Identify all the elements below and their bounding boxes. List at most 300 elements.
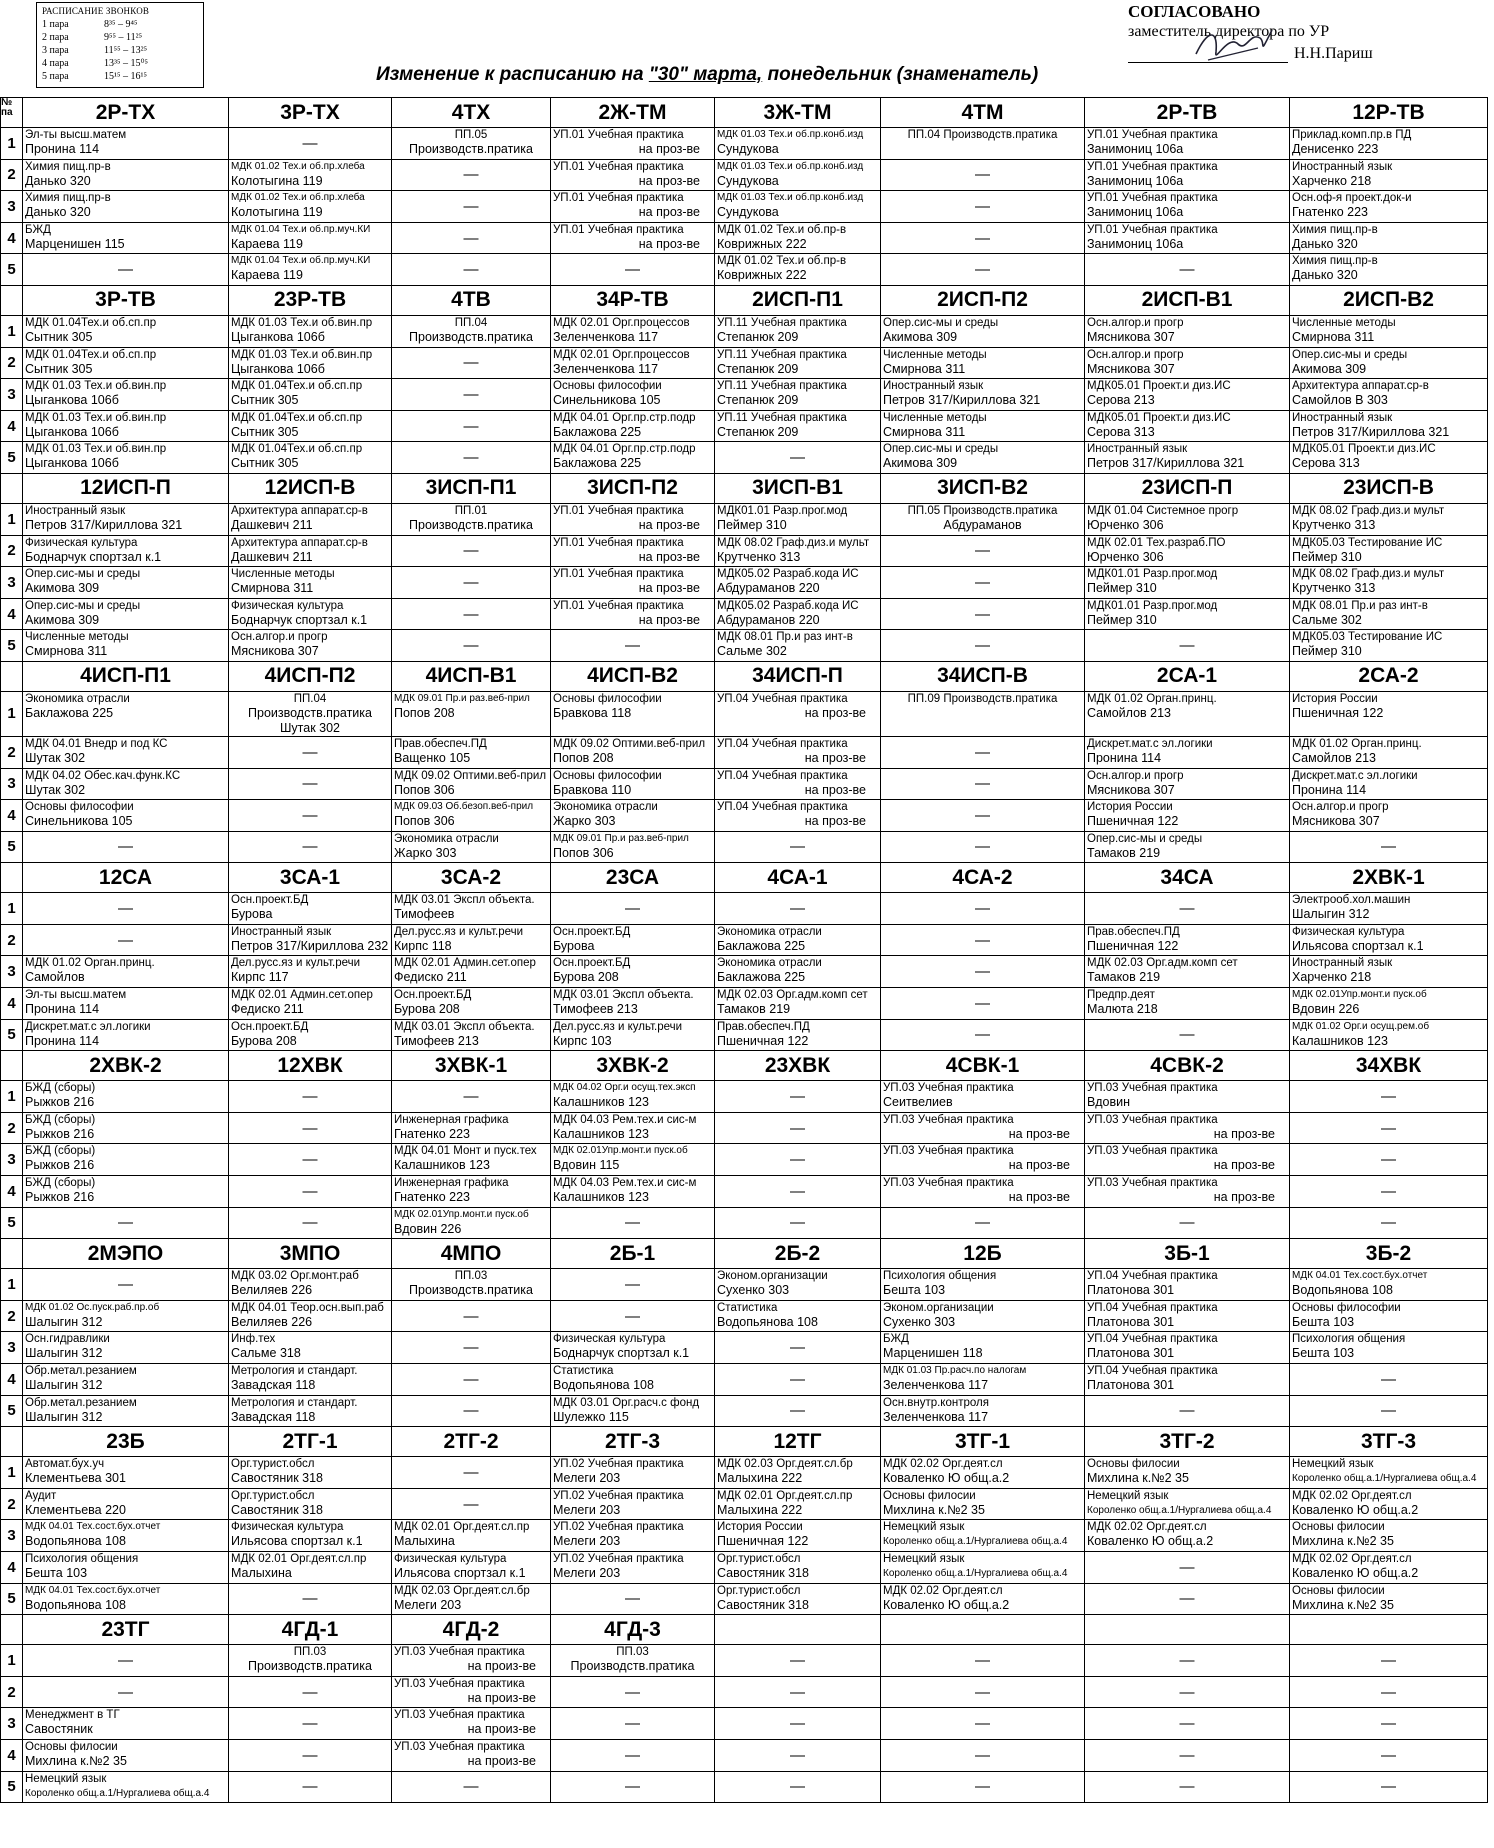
lesson-cell [881,442,1085,474]
group-name: 3ХВК-2 [551,1051,715,1081]
lesson-cell [551,379,715,411]
teacher-text: Вдовин 115 [553,1158,620,1173]
subject-text: МДК 02.01 Орг.процессов [553,316,690,329]
subject-text: УП.03 Учебная практика [883,1113,1014,1126]
subject-text: МДК 02.01 Админ.сет.опер [394,957,536,970]
group-name: 12ХВК [229,1051,392,1081]
teacher-text: Бравкова 110 [553,782,632,797]
teacher-text: Попов 306 [394,782,455,797]
lesson-cell [229,924,392,956]
subject-text: МДК01.01 Разр.прог.мод [1087,599,1218,612]
lesson-cell [229,988,392,1020]
subject-text: УП.03 Учебная практика [394,1709,525,1722]
teacher-text: Серова 213 [1087,393,1155,408]
lesson-cell: — [1290,1081,1488,1113]
lesson-cell: — [392,598,551,630]
lesson-number-header: № па [1,98,23,128]
lesson-cell [23,1176,229,1208]
subject-text: УП.04 Учебная практика [1087,1333,1218,1346]
group-name: 3ТГ-2 [1085,1427,1290,1457]
lesson-cell: — [881,956,1085,988]
teacher-text: Коваленко Ю общ.а.2 [883,1471,1010,1486]
subject-text: УП.04 Учебная практика [1087,1270,1218,1283]
subject-text: Осн.алгор.и прогр [231,631,328,644]
lesson-cell: — [715,1645,881,1677]
subject-text: МДК 02.01Упр.монт.и пуск.об [1292,989,1427,1001]
subject-text: МДК 02.03 Орг.деят.сл.бр [717,1458,853,1471]
lesson-cell: — [23,1207,229,1239]
lesson-cell [1290,379,1488,411]
subject-text: УП.03 Учебная практика [1087,1113,1218,1126]
teacher-text: Короленко общ.а.1/Нургалиева общ.а.4 [1087,1504,1272,1516]
lesson-cell [229,1645,392,1677]
teacher-text: на проз-ве [1008,1190,1070,1205]
bell-row: 5 пара 15¹⁵ – 16¹⁵ [42,71,147,82]
teacher-text: Сеитвелиев [883,1095,953,1110]
teacher-text: на проз-ве [638,142,700,156]
subject-text: УП.03 Учебная практика [394,1677,525,1690]
group-name: 3ИСП-П1 [392,473,551,503]
lesson-cell: — [881,159,1085,191]
lesson-number: 2 [1,1112,23,1144]
lesson-cell [392,1269,551,1301]
lesson-cell [881,315,1085,347]
subject-text: МДК05.02 Разраб.кода ИС [717,568,859,581]
lesson-cell [881,691,1085,736]
lesson-cell: — [23,924,229,956]
subject-text: Основы филосии [883,1489,976,1502]
teacher-text: Смирнова 311 [231,581,314,596]
lesson-cell [229,379,392,411]
group-name: 34ИСП-В [881,661,1085,691]
lesson-number: 5 [1,1771,23,1803]
lesson-cell: — [881,222,1085,254]
lesson-cell [229,503,392,535]
lesson-cell: — [881,254,1085,286]
group-name [715,1615,881,1645]
lesson-cell [229,442,392,474]
subject-text: Статистика [717,1301,778,1314]
group-name: 3СА-2 [392,863,551,893]
lesson-row [1,1739,1488,1771]
lesson-cell: — [1290,1645,1488,1677]
teacher-text: Цыганкова 106б [25,424,119,439]
teacher-text: Сытник 305 [231,456,299,471]
lesson-cell [1290,691,1488,736]
lesson-cell [715,1551,881,1583]
lesson-row [1,222,1488,254]
lesson-cell: — [551,1676,715,1708]
lesson-cell [551,988,715,1020]
teacher-text: на проз-ве [1213,1190,1275,1205]
lesson-row [1,191,1488,223]
subject-text: МДК 02.03 Орг.деят.сл.бр [394,1584,530,1597]
subject-text: Обр.метал.резанием [25,1396,137,1409]
group-name: 3ТГ-1 [881,1427,1085,1457]
lesson-cell [715,956,881,988]
subject-text: МДК 02.01Упр.монт.и пуск.об [394,1208,529,1220]
subject-text: МДК 09.01 Пр.и раз.веб-прил [394,692,530,704]
subject-text: История России [1087,801,1173,814]
subject-text: МДК05.03 Тестирование ИС [1292,536,1443,549]
lesson-cell [1085,1457,1290,1489]
subject-text: УП.03 Учебная практика [883,1177,1014,1190]
teacher-text: Боднарчук спортзал к.1 [25,549,162,564]
teacher-text: Платонова 301 [1087,1283,1175,1298]
subject-text: УП.03 Учебная практика [394,1646,525,1659]
lesson-cell [392,1739,551,1771]
subject-text: Психология общения [883,1270,997,1283]
teacher-text: Производств.пратика [248,1659,372,1674]
lesson-row [1,1395,1488,1427]
teacher-text: Коваленко Ю общ.а.2 [1292,1502,1419,1517]
lesson-cell [715,768,881,800]
lesson-row [1,1457,1488,1489]
subject-text: Основы филосии [1292,1521,1385,1534]
lesson-cell [23,768,229,800]
lesson-cell [1085,598,1290,630]
subject-text: МДК 01.03 Тех.и об.пр.конб.изд [717,129,864,140]
lesson-row [1,691,1488,736]
lesson-cell [392,988,551,1020]
lesson-number-header [1,1615,23,1645]
lesson-number-header [1,1427,23,1457]
lesson-cell [229,1488,392,1520]
teacher-text: Цыганкова 106б [25,393,119,408]
subject-text: Физическая культура [25,536,138,549]
group-name: 2МЭПО [23,1239,229,1269]
subject-text: УП.01 Учебная практика [1087,223,1218,236]
teacher-text: Баклажова 225 [553,456,642,471]
teacher-text: Мелеги 203 [394,1597,462,1612]
lesson-row [1,1112,1488,1144]
lesson-cell [23,1112,229,1144]
lesson-cell [392,768,551,800]
group-name: 2Б-1 [551,1239,715,1269]
lesson-number: 2 [1,347,23,379]
subject-text: Основы филосии [1087,1458,1180,1471]
lesson-cell [881,1081,1085,1113]
lesson-cell: — [1085,254,1290,286]
subject-text: Химия пищ.пр-в [1292,255,1378,268]
lesson-cell [551,1395,715,1427]
teacher-text: Шутак 302 [25,750,86,765]
lesson-cell [715,347,881,379]
group-name: 3Б-2 [1290,1239,1488,1269]
subject-text: МДК05.01 Проект.и диз.ИС [1292,443,1436,456]
lesson-cell [715,315,881,347]
lesson-cell [715,1457,881,1489]
subject-text: ПП.03 [454,1270,488,1283]
lesson-cell: — [715,442,881,474]
subject-text: МДК 02.03 Орг.адм.комп сет [717,989,868,1002]
teacher-text: Попов 306 [553,845,614,860]
subject-text: Физическая культура [394,1552,507,1565]
lesson-cell [715,924,881,956]
teacher-text: на проз-ве [804,705,866,720]
subject-text: МДК 04.01 Внедр и под КС [25,737,168,750]
teacher-text: на проз-ве [1213,1158,1275,1173]
group-header-row [1,98,1488,128]
lesson-cell: — [392,347,551,379]
lesson-cell [551,1019,715,1051]
lesson-cell: — [392,1488,551,1520]
lesson-cell [881,379,1085,411]
group-name: 4ТВ [392,285,551,315]
group-name: 4ТМ [881,98,1085,128]
lesson-cell [1290,768,1488,800]
lesson-cell: — [715,1112,881,1144]
subject-text: УП.03 Учебная практика [1087,1177,1218,1190]
lesson-cell: — [551,630,715,662]
group-name: 2ИСП-П2 [881,285,1085,315]
lesson-cell: — [551,893,715,925]
teacher-text: Серова 313 [1292,456,1360,471]
lesson-cell [392,893,551,925]
lesson-cell [1290,128,1488,160]
subject-text: Осн.алгор.и прогр [1087,769,1184,782]
teacher-text: Вдовин [1087,1095,1130,1110]
lesson-cell: — [881,1771,1085,1803]
subject-text: УП.02 Учебная практика [553,1489,684,1502]
approval-title: СОГЛАСОВАНО [1128,2,1261,21]
teacher-text: Вдовин 226 [1292,1002,1360,1017]
teacher-text: Савостяник 318 [717,1597,809,1612]
teacher-text: Пронина 114 [1292,782,1367,797]
subject-text: МДК 01.04Тех.и об.сп.пр [231,380,363,393]
teacher-text: Бешта 103 [1292,1314,1355,1329]
subject-text: Осн.внутр.контроля [883,1396,989,1409]
teacher-text: Караева 119 [231,236,303,251]
lesson-cell: — [1085,1395,1290,1427]
teacher-text: Степанюк 209 [717,361,799,376]
lesson-cell [1085,1300,1290,1332]
lesson-cell: — [881,535,1085,567]
subject-text: УП.02 Учебная практика [553,1521,684,1534]
teacher-text: Мелеги 203 [553,1534,621,1549]
lesson-cell [1085,535,1290,567]
subject-text: Иностранный язык [231,925,332,938]
teacher-text: Рыжков 216 [25,1190,95,1205]
subject-text: Обр.метал.резанием [25,1365,137,1377]
teacher-text: Данько 320 [25,173,91,188]
lesson-cell [715,254,881,286]
subject-text: МДК01.01 Разр.прог.мод [1087,568,1218,581]
subject-text: МДК 09.02 Оптими.веб-прил [553,737,706,750]
teacher-text: Малыхина [394,1534,455,1549]
lesson-cell: — [551,1269,715,1301]
lesson-cell [715,1583,881,1615]
subject-text: УП.04 Учебная практика [717,801,848,814]
lesson-row [1,442,1488,474]
subject-text: Дискрет.мат.с эл.логики [1292,769,1418,782]
lesson-cell [23,1457,229,1489]
teacher-text: Коваленко Ю общ.а.2 [1087,1534,1214,1549]
lesson-cell: — [392,1081,551,1113]
subject-text: УП.04 Учебная практика [1087,1301,1218,1314]
subject-text: МДК 01.03 Тех.и об.пр.конб.изд [717,160,864,172]
lesson-cell [1085,1332,1290,1364]
group-name: 2ТГ-3 [551,1427,715,1457]
subject-text: Инженерная графика [394,1113,509,1126]
lesson-row [1,1081,1488,1113]
lesson-cell [23,347,229,379]
lesson-cell [881,1488,1085,1520]
teacher-text: Зеленченкова 117 [883,1409,989,1424]
group-name: 12Б [881,1239,1085,1269]
teacher-text: Мелеги 203 [553,1502,621,1517]
lesson-row [1,768,1488,800]
lesson-cell: — [392,535,551,567]
lesson-cell: — [392,379,551,411]
group-name: 2ХВК-1 [1290,863,1488,893]
teacher-text: Попов 208 [394,705,455,720]
group-name: 4ИСП-П2 [229,661,392,691]
lesson-row [1,988,1488,1020]
subject-text: Менеджмент в ТГ [25,1709,120,1722]
teacher-text: Ильясова спортзал к.1 [394,1565,526,1580]
subject-text: Осн.оф-я проект.док-и [1292,192,1412,205]
lesson-cell [1085,1081,1290,1113]
subject-text: УП.04 Учебная практика [717,769,848,782]
group-header-row [1,473,1488,503]
group-name: 34Р-ТВ [551,285,715,315]
lesson-number: 2 [1,159,23,191]
group-name: 3ИСП-В2 [881,473,1085,503]
lesson-cell: — [551,1739,715,1771]
teacher-text: Бешта 103 [1292,1346,1355,1361]
lesson-cell [881,347,1085,379]
subject-text: УП.03 Учебная практика [883,1145,1014,1158]
lesson-cell [881,1144,1085,1176]
subject-text: Дел.русс.яз и культ.речи [231,957,361,970]
lesson-cell [881,1300,1085,1332]
subject-text: Осн.проект.БД [231,1020,309,1033]
lesson-cell [392,315,551,347]
teacher-text: Акимова 309 [883,456,958,471]
lesson-cell: — [881,1708,1085,1740]
lesson-row [1,503,1488,535]
teacher-text: Производств.пратика [409,329,533,344]
teacher-text: Занимониц 106а [1087,142,1184,156]
teacher-text: Степанюк 209 [717,393,799,408]
subject-text: МДК 04.03 Рем.тех.и сис-м [553,1177,697,1190]
subject-text: МДК05.03 Тестирование ИС [1292,631,1443,644]
subject-text: Орг.турист.обсл [717,1584,801,1597]
teacher-text: Самойлов [25,970,85,985]
lesson-cell: — [392,1395,551,1427]
lesson-cell: — [1290,1364,1488,1396]
group-name: 12СА [23,863,229,893]
lesson-cell [1085,1176,1290,1208]
subject-text: Осн.гидравлики [25,1333,110,1346]
lesson-number: 1 [1,1081,23,1113]
lesson-number: 4 [1,1551,23,1583]
lesson-row [1,1645,1488,1677]
lesson-number: 5 [1,1583,23,1615]
lesson-row [1,1520,1488,1552]
teacher-text: Петров 317/Кириллова 321 [1087,456,1245,471]
subject-text: Инф.тех [231,1333,276,1346]
lesson-cell: — [1085,1551,1290,1583]
lesson-cell [881,1583,1085,1615]
subject-text: МДК 01.03 Тех.и об.вин.пр [25,411,167,424]
title-date: "30" марта, [648,64,763,85]
teacher-text: Шалыгин 312 [25,1314,103,1329]
subject-text: МДК 02.02 Орг.деят.сл [1292,1489,1412,1502]
teacher-text: Велиляев 226 [231,1283,313,1298]
subject-text: ПП.05 [454,129,488,141]
teacher-text: Крутченко 313 [1292,517,1376,532]
lesson-cell: — [23,1269,229,1301]
lesson-cell [392,1645,551,1677]
lesson-cell [551,159,715,191]
subject-text: Иностранный язык [883,380,984,393]
subject-text: Автомат.бух.уч [25,1458,105,1471]
lesson-cell [881,128,1085,160]
teacher-text: Михлина к.№2 35 [1087,1471,1189,1486]
teacher-text: Платонова 301 [1087,1378,1175,1392]
subject-text: МДК 01.03 Пр.расч.по налогам [883,1365,1027,1376]
subject-text: Электрооб.хол.машин [1292,894,1411,907]
lesson-cell: — [229,800,392,832]
subject-text: МДК 01.02 Тех.и об.пр.хлеба [231,160,365,172]
teacher-text: Производств.пратика [409,142,533,156]
lesson-cell [1085,159,1290,191]
lesson-cell [715,1520,881,1552]
lesson-cell [1085,410,1290,442]
lesson-cell [1290,736,1488,768]
group-name: 23ХВК [715,1051,881,1081]
lesson-cell [229,956,392,988]
group-name: 2Б-2 [715,1239,881,1269]
lesson-row [1,956,1488,988]
teacher-text: Гнатенко 223 [394,1126,470,1141]
group-header-row [1,1051,1488,1081]
lesson-cell [229,1520,392,1552]
teacher-text: Баклажова 225 [25,705,114,720]
lesson-cell: — [23,893,229,925]
teacher-text: Смирнова 311 [883,424,966,439]
group-name: 4СА-1 [715,863,881,893]
teacher-text: Михлина к.№2 35 [1292,1534,1394,1549]
lesson-cell [715,691,881,736]
teacher-text: Попов 208 [553,750,614,765]
subject-text: ПП.01 [454,504,488,517]
teacher-text: Калашников 123 [1292,1033,1388,1048]
subject-text: Основы философии [553,692,662,705]
teacher-text: Коваленко Ю общ.а.2 [883,1597,1010,1612]
subject-text: БЖД (сборы) [25,1082,96,1095]
lesson-cell: — [229,1112,392,1144]
teacher-text: Дашкевич 211 [231,517,313,532]
teacher-text: Денисенко 223 [1292,142,1379,156]
lesson-cell [551,768,715,800]
teacher-text: Вдовин 226 [394,1221,462,1236]
lesson-number: 4 [1,988,23,1020]
group-name: 3МПО [229,1239,392,1269]
teacher-text: Жарко 303 [394,845,457,860]
teacher-text: на проз-ве [638,549,700,564]
teacher-text: Коврижных 222 [717,268,807,283]
lesson-cell [1085,1488,1290,1520]
subject-text: Экономика отрасли [553,801,658,814]
lesson-cell [1290,254,1488,286]
teacher-text: Шалыгин 312 [1292,907,1370,922]
lesson-cell: — [23,1645,229,1677]
lesson-cell [23,1364,229,1396]
lesson-cell [23,315,229,347]
